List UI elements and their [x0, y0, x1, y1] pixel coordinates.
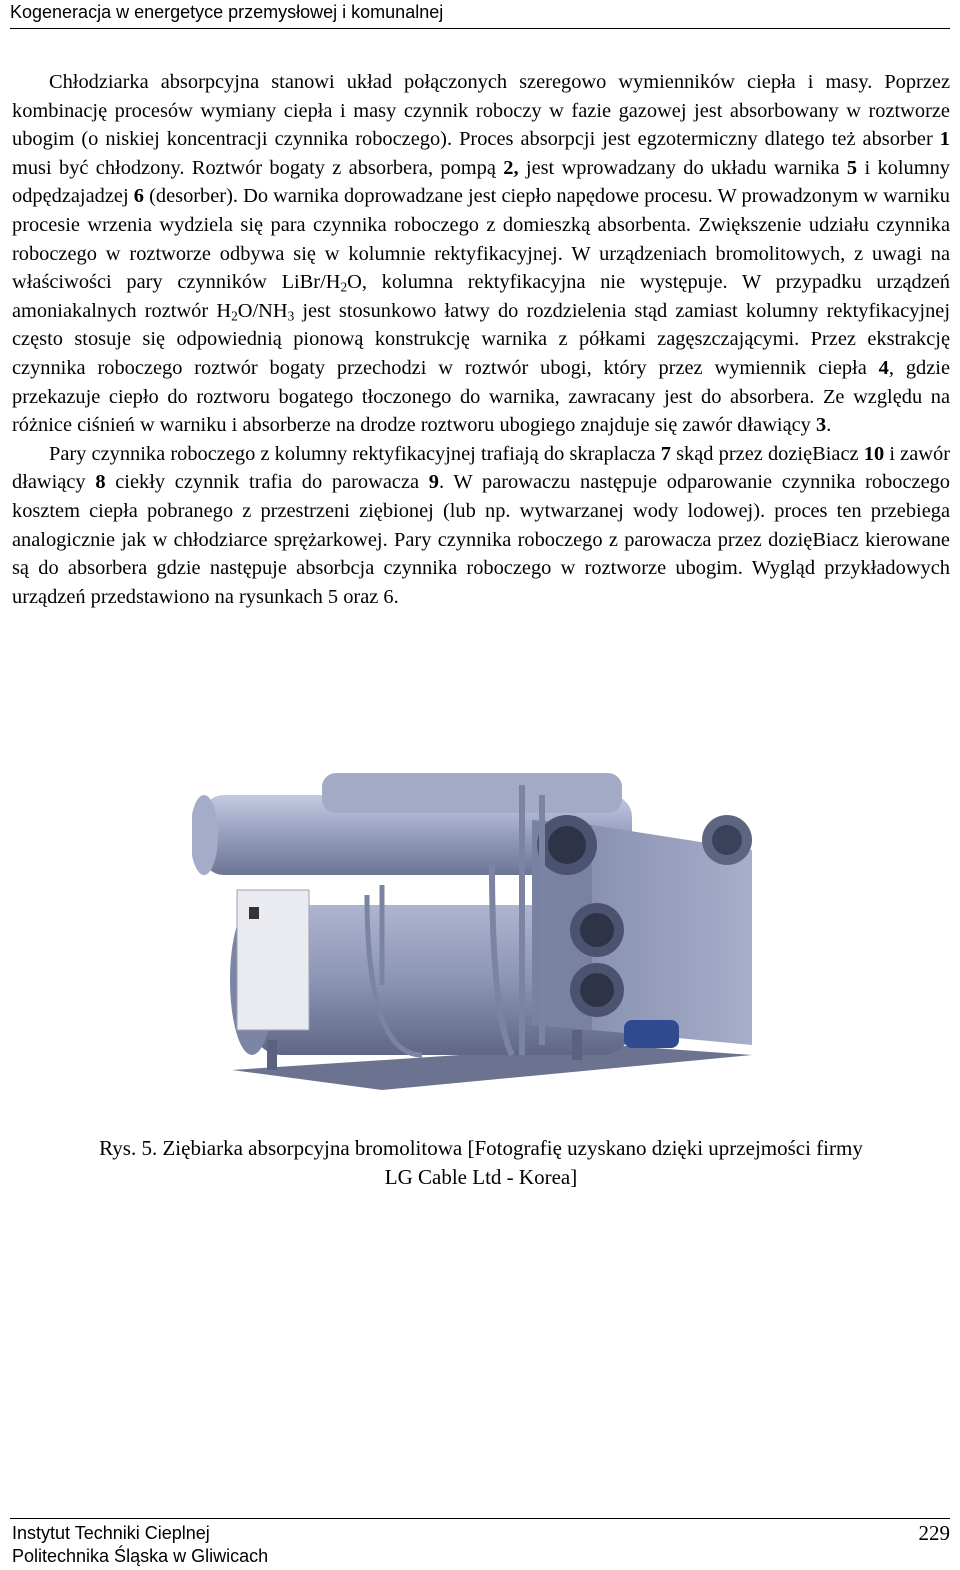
figure-caption: [12, 1134, 950, 1191]
control-panel: [237, 890, 309, 1030]
footer-institution: [12, 1522, 268, 1568]
chiller-illustration: [192, 755, 782, 1115]
leg: [572, 1030, 582, 1060]
footer-line-2: Politechnika Śląska w Gliwicach: [12, 1546, 269, 1566]
pump-motor: [624, 1020, 679, 1048]
body-text: [12, 68, 950, 611]
absorption-chiller-photo: [192, 755, 782, 1115]
flange-middle: [570, 903, 624, 957]
leg: [267, 1040, 277, 1070]
condenser-tube: [322, 773, 622, 813]
paragraph-2: Pary czynnika roboczego z kolumny rektyfikacyjnej trafiają do skraplacza 7 skąd przez dozięBiacz 10 i zawór dławiący 8 ciekły czynnik trafia do parowacza 9. W parowaczu następuje odparowanie czynnika roboczego kosztem ciepła pobranego z przestrzeni ziębionej (lub np. wytwarzanej wody lodowej). proces ten przebiega analogicznie jak w chłodziarce sprężarkowej. Pary czynnika roboczego z parowacza przez dozięBiacz kierowane są do absorbera gdzie następuje absorbcja czynnika roboczego w roztworze ubogim. Wygląd przykładowych urządzeń przedstawiono na rysunkach 5 oraz 6.: [12, 442, 951, 608]
footer-line-1: Instytut Techniki Cieplnej: [12, 1523, 210, 1543]
header-title: Kogeneracja w energetyce przemysłowej i komunalnej: [10, 2, 444, 22]
caption-line-2: LG Cable Ltd - Korea]: [384, 1164, 578, 1189]
flange-top: [537, 815, 597, 875]
panel-switch: [249, 907, 259, 919]
running-footer: [10, 1518, 950, 1570]
running-header: [10, 0, 950, 29]
caption-line-1: Rys. 5. Ziębiarka absorpcyjna bromolitowa [Fotografię uzyskano dzięki uprzejmości firmy: [99, 1136, 863, 1160]
flange-bottom: [570, 963, 624, 1017]
page-number: 229: [918, 1521, 950, 1545]
flange-right: [702, 815, 752, 865]
paragraph-1: Chłodziarka absorpcyjna stanowi układ połączonych szeregowo wymienników ciepła i masy. Poprzez kombinację procesów wymiany ciepła i masy czynnik roboczy w fazie gazowej jest absorbowany w roztworze ubogim (o niskiej koncentracji czynnika roboczego). Proces absorpcji jest egzotermiczny dlatego też absorber 1 musi być chłodzony. Roztwór bogaty z absorbera, pompą 2, jest wprowadzany do układu warnika 5 i kolumny odpędzajadzej 6 (desorber). Do warnika doprowadzane jest ciepło napędowe procesu. W prowadzonym w warniku procesie wrzenia wydziela się para czynnika roboczego z domieszką absorbenta. Zwiększenie udziału czynnika roboczego w roztworze odbywa się w kolumnie rektyfikacyjnej. W urządzeniach bromolitowych, z uwagi na właściwości pary czynników LiBr/$H_2O$, kolumna rektyfikacyjna nie występuje. W przypadku urządzeń amoniakalnych roztwór $H_2O/NH_3$ jest stosunkowo łatwy do rozdzielenia stąd zamiast kolumny rektyfikacyjnej często stosuje się odpowiednią pionową konstrukcję warnika z półkami zagęszczającymi. Przez ekstrakcję czynnika roboczego roztwór bogaty przechodzi w roztwór ubogi, który przez wymiennik ciepła 4, gdzie przekazuje ciepło do roztworu bogatego tłoczonego do warnika, zawracany jest do absorbera. Ze względu na różnice ciśnień w warniku i absorberze na drodze roztworu ubogiego znajduje się zawór dławiący 3.: [12, 71, 950, 437]
